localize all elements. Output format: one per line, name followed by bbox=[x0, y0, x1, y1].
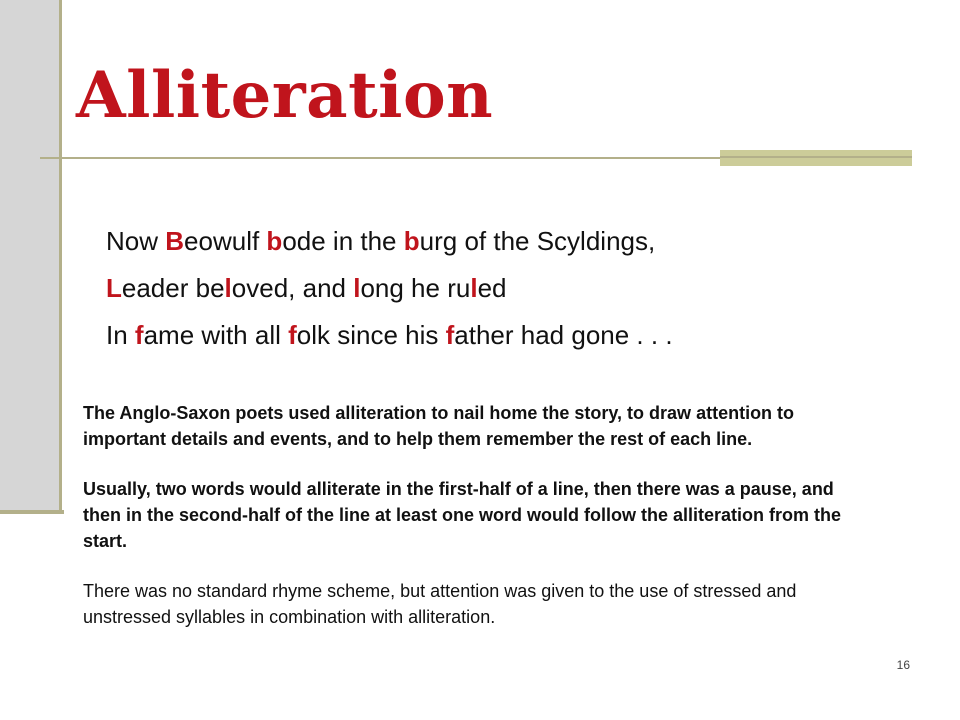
alliterated-letter: B bbox=[165, 226, 185, 256]
paragraph-rhyme: There was no standard rhyme scheme, but attention was given to the use of stressed and unstressed syllables in combination with alliteration. bbox=[83, 581, 797, 627]
slide-number: 16 bbox=[896, 658, 910, 672]
verse-text: ather had gone . . . bbox=[454, 320, 673, 350]
verse-text: Now bbox=[106, 226, 166, 256]
alliterated-letter: f bbox=[445, 320, 455, 350]
verse-text: ed bbox=[477, 273, 507, 303]
side-decoration-bar bbox=[0, 0, 62, 512]
verse-text: In bbox=[106, 320, 135, 350]
side-bar-underline bbox=[0, 510, 64, 514]
paragraph-purpose: The Anglo-Saxon poets used alliteration to nail home the story, to draw attention to important details and events, and to help them remember the rest of each line. bbox=[83, 403, 795, 449]
alliterated-letter: l bbox=[470, 273, 478, 303]
alliterated-letter: f bbox=[134, 320, 144, 350]
alliterated-letter: b bbox=[266, 226, 283, 256]
verse-quote bbox=[106, 218, 673, 359]
verse-text: ong he ru bbox=[360, 273, 471, 303]
verse-text: oved, and bbox=[231, 273, 354, 303]
title-divider-accent bbox=[720, 150, 912, 166]
verse-text: eader be bbox=[121, 273, 225, 303]
verse-text: ame with all bbox=[143, 320, 289, 350]
verse-line bbox=[106, 312, 673, 359]
alliterated-letter: l bbox=[224, 273, 232, 303]
verse-text: olk since his bbox=[296, 320, 446, 350]
alliterated-letter: l bbox=[353, 273, 361, 303]
paragraph-structure: Usually, two words would alliterate in the first-half of a line, then there was a pause, and then in the second-half of the line at least one word would follow the alliteration from the start. bbox=[83, 479, 842, 551]
verse-text: ode in the bbox=[282, 226, 404, 256]
alliterated-letter: b bbox=[403, 226, 420, 256]
verse-text: urg of the Scyldings, bbox=[419, 226, 656, 256]
alliterated-letter: f bbox=[288, 320, 297, 350]
verse-line bbox=[106, 218, 673, 265]
alliterated-letter: L bbox=[106, 273, 122, 303]
title-divider-line bbox=[40, 157, 720, 159]
slide-title: Alliteration bbox=[76, 58, 494, 133]
verse-line bbox=[106, 265, 673, 312]
verse-text: eowulf bbox=[184, 226, 267, 256]
body-text bbox=[83, 400, 873, 654]
